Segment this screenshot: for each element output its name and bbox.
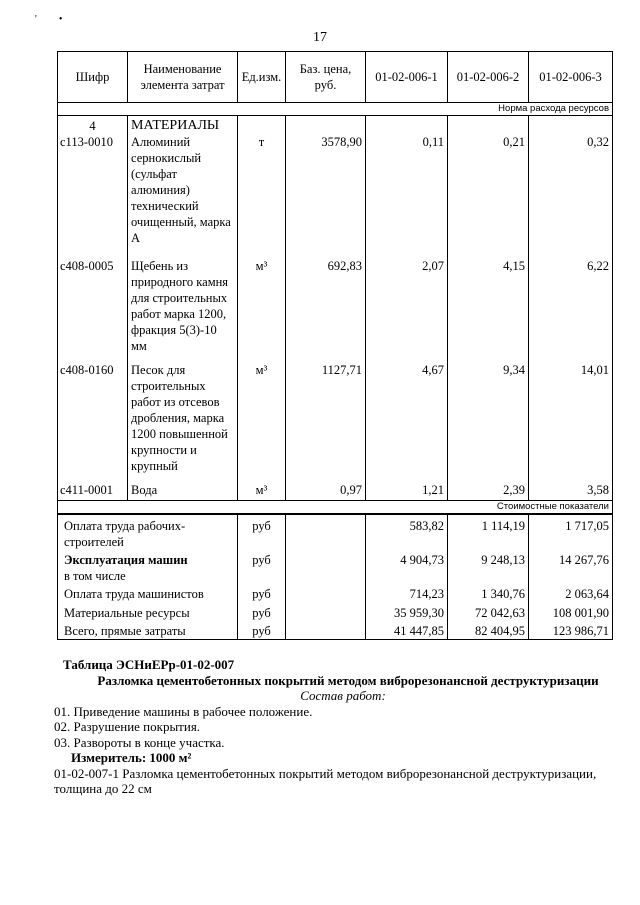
norm-description: 01-02-007-1 Разломка цементобетонных покрытий методом виброрезонансной деструктуризации, толщина до 22 см bbox=[54, 765, 597, 796]
measure-unit: Измеритель: 1000 м² bbox=[71, 750, 192, 765]
row-name: Вода bbox=[128, 482, 238, 500]
row-value-3: 6,22 bbox=[529, 258, 613, 362]
table-row bbox=[58, 482, 613, 500]
row-code: с411-0001 bbox=[58, 482, 128, 500]
cost-value-1: 583,82 bbox=[366, 514, 448, 550]
table-row bbox=[58, 134, 613, 258]
header-price: Баз. цена, руб. bbox=[286, 52, 366, 103]
row-name: Алюминий сернокислый (сульфат алюминия) технический очищенный, марка А bbox=[128, 134, 238, 258]
cost-value-1: 714,23 bbox=[366, 584, 448, 604]
work-step: 03. Развороты в конце участка. bbox=[54, 734, 225, 750]
cost-name: Всего, прямые затраты bbox=[58, 622, 238, 640]
cost-unit: руб bbox=[238, 622, 286, 640]
row-value-2: 9,34 bbox=[448, 362, 529, 482]
row-value-2: 0,21 bbox=[448, 134, 529, 258]
group-row bbox=[58, 116, 613, 135]
cost-unit: руб bbox=[238, 584, 286, 604]
header-name: Наименование элемента затрат bbox=[128, 52, 238, 103]
cost-value-3: 1 717,05 bbox=[529, 514, 613, 550]
group-number: 4 bbox=[58, 116, 128, 135]
next-table-section bbox=[54, 657, 623, 797]
header-col1: 01-02-006-1 bbox=[366, 52, 448, 103]
next-table-subtitle: Состав работ: bbox=[300, 688, 386, 703]
table-header-row bbox=[58, 52, 613, 103]
cost-value-1: 4 904,73 bbox=[366, 550, 448, 584]
page-number: 17 bbox=[313, 30, 327, 45]
header-unit: Ед.изм. bbox=[238, 52, 286, 103]
next-table-title: Разломка цементобетонных покрытий методом виброрезонансной деструктуризации bbox=[97, 672, 599, 688]
header-code: Шифр bbox=[58, 52, 128, 103]
cost-value-1: 41 447,85 bbox=[366, 622, 448, 640]
row-code: с408-0005 bbox=[58, 258, 128, 362]
row-value-1: 1,21 bbox=[366, 482, 448, 500]
section-cost-row bbox=[58, 500, 613, 514]
row-unit: м³ bbox=[238, 258, 286, 362]
group-title: МАТЕРИАЛЫ bbox=[128, 116, 238, 135]
row-value-2: 4,15 bbox=[448, 258, 529, 362]
row-value-2: 2,39 bbox=[448, 482, 529, 500]
row-unit: м³ bbox=[238, 482, 286, 500]
table-row bbox=[58, 258, 613, 362]
header-col2: 01-02-006-2 bbox=[448, 52, 529, 103]
row-value-1: 0,11 bbox=[366, 134, 448, 258]
cost-row bbox=[58, 514, 613, 550]
row-value-1: 4,67 bbox=[366, 362, 448, 482]
next-table-label: Таблица ЭСНиЕРр-01-02-007 bbox=[63, 657, 235, 672]
cost-value-2: 9 248,13 bbox=[448, 550, 529, 584]
cost-name: Оплата труда машинистов bbox=[58, 584, 238, 604]
cost-value-2: 82 404,95 bbox=[448, 622, 529, 640]
cost-name: Оплата труда рабочих-строителей bbox=[58, 514, 238, 550]
cost-value-2: 1 340,76 bbox=[448, 584, 529, 604]
row-name: Щебень из природного камня для строительных работ марка 1200, фракция 5(3)-10 мм bbox=[128, 258, 238, 362]
cost-row bbox=[58, 550, 613, 584]
cost-row bbox=[58, 584, 613, 604]
row-price: 692,83 bbox=[286, 258, 366, 362]
header-col3: 01-02-006-3 bbox=[529, 52, 613, 103]
row-code: с408-0160 bbox=[58, 362, 128, 482]
work-step: 02. Разрушение покрытия. bbox=[54, 719, 201, 734]
table-row bbox=[58, 362, 613, 482]
section-norm-label: Норма расхода ресурсов bbox=[58, 103, 613, 116]
cost-row bbox=[58, 604, 613, 622]
row-unit: т bbox=[238, 134, 286, 258]
cost-unit: руб bbox=[238, 550, 286, 584]
section-cost-label: Стоимостные показатели bbox=[58, 500, 613, 514]
cost-unit: руб bbox=[238, 514, 286, 550]
row-value-3: 14,01 bbox=[529, 362, 613, 482]
row-value-1: 2,07 bbox=[366, 258, 448, 362]
cost-value-1: 35 959,30 bbox=[366, 604, 448, 622]
row-name: Песок для строительных работ из отсевов дробления, марка 1200 повышенной крупности и крупный bbox=[128, 362, 238, 482]
cost-value-2: 1 114,19 bbox=[448, 514, 529, 550]
cost-name: Материальные ресурсы bbox=[58, 604, 238, 622]
cost-unit: руб bbox=[238, 604, 286, 622]
row-price: 3578,90 bbox=[286, 134, 366, 258]
row-price: 0,97 bbox=[286, 482, 366, 500]
section-norm-row bbox=[58, 103, 613, 116]
row-value-3: 0,32 bbox=[529, 134, 613, 258]
row-unit: м³ bbox=[238, 362, 286, 482]
row-code: с113-0010 bbox=[58, 134, 128, 258]
row-value-3: 3,58 bbox=[529, 482, 613, 500]
cost-value-3: 108 001,90 bbox=[529, 604, 613, 622]
cost-value-2: 72 042,63 bbox=[448, 604, 529, 622]
scan-marks: '• bbox=[35, 14, 85, 25]
cost-subnote: в том числе bbox=[64, 568, 126, 583]
cost-row bbox=[58, 622, 613, 640]
cost-value-3: 123 986,71 bbox=[529, 622, 613, 640]
cost-value-3: 2 063,64 bbox=[529, 584, 613, 604]
cost-name: Эксплуатация машин bbox=[64, 552, 188, 567]
resource-table bbox=[57, 51, 613, 640]
row-price: 1127,71 bbox=[286, 362, 366, 482]
cost-value-3: 14 267,76 bbox=[529, 550, 613, 584]
work-step: 01. Приведение машины в рабочее положение. bbox=[54, 703, 313, 719]
